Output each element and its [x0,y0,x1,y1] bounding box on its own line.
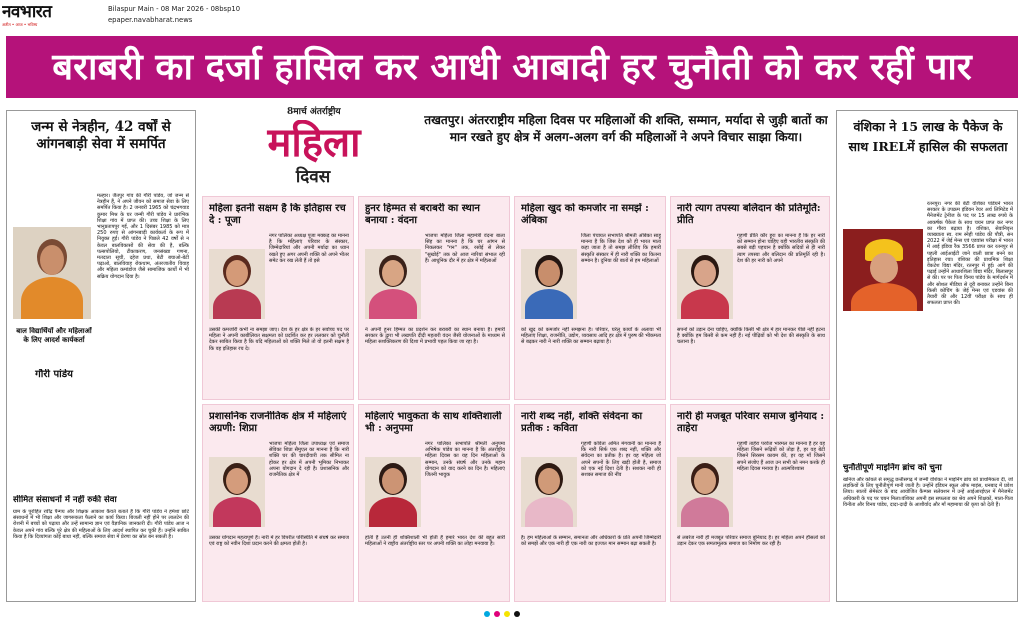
right-body2: खनिज और कोयले से समृद्ध छत्तीसगढ़ में जन्मी वंशिका ने माइनिंग ब्रांच को प्राथमिकता दी, जो लड़कियों के लिए चुनौतीपूर्ण मानी जाती है। उन्होंने इंडियन स्कूल ऑफ माइंस, धनबाद में प्रवेश लिया। सातवें सेमेस्टर के बाद आयोजित कैम्पस सलेक्शन में उन्हें आईआरईएल में मैनेजमेंट अधिकारी के पद पर चयन मिला।वंशिका अपनी इस सफलता का श्रेय अपने शिक्षकों, माता-पिता विनीता और विनय पांडेय, दादा-दादी के आशीर्वाद और माँ महामाया की कृपा को देती हैं। [843,477,1013,508]
card-body: भाजपा महिला जिला उपाध्यक्ष एवं समाज सेविका शिप्रा सैमुएल का मानना है कि नारी शक्ति घर की चारदीवारी तक सीमित ना होकर हर क्षेत्र में अपनी भूमिका निभाकर अपना योगदान दे रही है। प्रशासनिक और राजनैतिक क्षेत्र में [269,441,349,479]
card-title: नारी शब्द नहीं, शक्ति संवेदना का प्रतीक : कविता [521,411,643,434]
intro-text: तखतपुर। अंतरराष्ट्रीय महिला दिवस पर महिलाओं की शक्ति, सम्मान, मर्यादा से जुड़ी बातों का मान रखते हुए क्षेत्र में अलग-अलग वर्ग की महिलाओं ने अपने विचार साझा किया। [424,113,828,144]
photo-caption: बाल विद्यार्थियों और महिलाओं के लिए आदर्श कार्यकर्ता [16,327,92,344]
left-story-headline: जन्म से नेत्रहीन, 42 वर्षों से आंगनबाड़ी सेवा में समर्पित [31,119,171,152]
card-title: महिलाएं भावुकता के साथ शक्तिशाली भी : अनुपमा [365,411,502,434]
card-title: महिला इतनी सक्षम है कि इतिहास रच दे : पूजा [209,203,346,226]
card-body-continued: को खुद को कमजोर नहीं समझना है। परिवार, घरेलू कार्यों के अलावा भी महिलाएं शिक्षा, राजनीति, उद्योग, व्यवसाय आदि हर क्षेत्र में पुरुष की भीकमता से बढ़कर नारी ने नारी शक्ति का सम्मान बढ़ाया है। [521,327,661,346]
logo-title: महिला [267,120,361,166]
edition-line: Bilaspur Main - 08 Mar 2026 - 08bsp10 [108,5,241,13]
opinion-card [670,404,830,602]
reg-mark-cyan [484,611,490,617]
card-body: गृहणी कविता अमित मंगवानी का मानना है कि नारी सिर्फ एक शब्द नहीं, शक्ति और संवेदना का प्रतीक है। हर वह महिला जो अपने सपनों के लिए खड़ी होती है, समाज को एक नई दिशा देती है। सशक्त नारी ही सशक्त समाज की नींव [581,441,661,479]
right-body [843,201,1013,461]
card-title: नारी ही मजबूत परिवार समाज बुनियाद : ताहेरा [677,411,825,434]
card-photo [209,249,265,319]
logo-tagline: अतीत • आज • भविष्य [2,22,38,27]
left-subhead: सीमित संसाधनों में नहीं रुकी सेवा [13,495,117,505]
card-photo [677,457,733,527]
opinion-card [514,196,666,400]
logo-day: दिवस [295,167,331,187]
card-title: प्रशासनिक राजनीतिक क्षेत्र में महिलाएं अग्रणी: शिप्रा [209,411,347,434]
card-body: गृहणी प्रीति कौर हूरा का मानना है कि हर नारी को सम्मान होना चाहिए यही भारतीय संस्कृति की सबसे बड़ी पहचान है क्योंकि सदियों से ही नारी त्याग तपस्या और बलिदान की प्रतिमूर्ति रही है। देश की हर नारी को अपने [737,233,825,264]
card-body-continued: ने अपनी हुनर हिम्मत का प्रदर्शन कर बराबरी का स्थान बनाया है। हमारी सरकार के द्वारा भी लखपति दीदी महतारी वंदन जैसी योजनाओं के माध्यम से महिला सशक्तिकरण की दिशा में प्रभावी पहल किया जा रहा है। [365,327,505,346]
card-body: भाजपा महिला जिला महामंत्री वंदना बाला सिंह का मानना है कि घर आंगन से निकलकर "गन" तक, रसोई से लेकर "सुखोई" तक को आज नारियां संभाल रही हैं। आधुनिक दौर में हर क्षेत्र में महिलाओं [425,233,505,264]
right-story [836,110,1018,602]
right-body-text: रतनपुर। नगर की बेटी वंशिका पांडेयने भारत सरकार के उपक्रम इंडियन रेयर अर्थ लिमिटेड में मैनेजमेंट ट्रेनीज के पद पर 15 लाख रुपये के आकर्षक पैकेज के साथ चयन प्राप्त कर नगर का गौरव बढ़ाया है। वंशिका, सेवानिवृत्त व्याख्याता स्व. राम स्नेही पांडेय की पौत्री, सन 2022 में जेई मेन्स एवं एडवांस परीक्षा में भारत में आई इंडिया रैंक 3566 प्राप्त कर रतनपुर से पहली आईआईटी जाने वाली छात्रा बनने का इतिहास रचा। वंशिका की प्राथमिक शिक्षा वेंकटेश विद्या मंदिर, रतनपुर में हुई। आगे की पढ़ाई उन्होंने आधारशिला विद्या मंदिर, बिलासपुर से की। पर पर पिता विनय पांडेय के मार्गदर्शन में और सोशल मीडिया से दूरी बनाकर उन्होंने बिना किसी कोचिंग के जेई मेन्स एवं एडवांस की तैयारी की और 12वीं परीक्षा के साथ ही सफलता प्राप्त की। [927,201,1013,307]
card-photo [365,457,421,527]
card-body-continued: उसका योगदान महत्वपूर्ण है। नारी में हर विपरीत परिस्थिति में संघर्ष कर समाज एवं राष्ट्र को नवीन दिशा प्रदान करने की क्षमता होती है। [209,535,349,548]
card-title: हुनर हिम्मत से बराबरी का स्थान बनाया : वंदना [365,203,480,226]
reg-mark-magenta [494,611,500,617]
card-photo [365,249,421,319]
photo-name: गौरी पांडेय [35,369,73,380]
right-story-headline: वंशिका ने 15 लाख के पैकेज के साथ IRELमें हासिल की सफलता [848,119,1008,154]
card-photo [677,249,733,319]
logo-date: 8मार्च अंतर्राष्ट्रीय [287,107,341,117]
card-title: महिला खुद को कमजोर ना समझें : अंबिका [521,203,649,226]
left-body2: ग्राम के पुरोहित रवींद्र पैन्गय और शिक्षक आकाश कैवर्त बताते हैं कि गौरी पांडेय ने हमेशा छोटे संसाधनों में भी शिक्षा और जागरूकता फैलाने का कार्य किया। बिजली नहीं होने पर लालटेन की रोशनी में बच्चों को पढ़ाया और उन्हें सामान्य ज्ञान एवं वैज्ञानिक जानकारी दी। गौरी पांडेय आज न केवल अपने गांव बल्कि पूरे क्षेत्र की महिलाओं के लिए आदर्श स्थापित कर चुकी हैं। उन्होंने साबित किया है कि दिव्यांगता कोई बाधा नहीं, बल्कि समाज सेवा में प्रेरणा का स्रोत बन सकती है। [13,509,189,540]
card-body-continued: सपनों को उड़ान देना चाहिए, क्योंकि किसी भी क्षेत्र में हार मानकर पीछे नहीं हटना है क्योंकि हम किसी से कम नहीं हैं। नई पीढ़ियों को भी देश की संस्कृति के साथ चलाना है। [677,327,825,346]
opinion-card [202,404,354,602]
epaper-link[interactable]: epaper.navabharat.news [108,16,193,24]
card-body: नगर पालिका सभापति श्रीमती अनुपमा अभिषेक पांडेय का मानना है कि अंतर्राष्ट्रीय महिला दिवस का यह दिन महिलाओं के सम्मान, उनके संघर्ष और उनके महान योगदान को याद करने का दिन है। महिलाएं जितनी भावुक [425,441,505,479]
right-subhead: चुनौतीपूर्ण माइनिंग ब्रांच को चुना [843,463,942,473]
main-headline: बराबरी का दर्जा हासिल कर आधी आबादी हर चुनौती को कर रहीं पार [52,45,972,88]
card-body: जिला पंचायत सभापति श्रीमती अंबिका साहू मानना है कि जिस देश को ही भारत माता कहा जाता है तो समझ लीजिए कि हमारी संस्कृति संस्कार में ही नारी शक्ति का कितना सम्मान है। दुनिया की बातों से हम महिलाओं [581,233,661,264]
card-body-continued: से लबरेज नारी ही मजबूत परिवार समाज बुनियाद है। हर महिला अपने हौसलों को उड़ान देकर एक समतामूलक समाज का निर्माण कर रही है। [677,535,825,548]
card-body-continued: है। हम महिलाओं के सम्मान, समानता और अधिकारों के प्रति अपनी जिम्मेदारी को समझें और एक नारी ही एक नारी का इज्जत मान सम्मान बढ़ा सकती है। [521,535,661,548]
opinion-card [202,196,354,400]
opinion-card [358,196,510,400]
opinion-card [670,196,830,400]
card-title: नारी त्याग तपस्या बलिदान की प्रतिमूर्ति: प्रीति [677,203,821,226]
card-body-continued: उसकी कमजोरी कभी ना समझा जाए। देश के हर क्षेत्र के हर सर्वोच्च पद पर महिला ने अपनी काबीलियत सक्षमता को प्रदर्शित कर हर ललकार को चुनौती देकर साबित किया है कि यदि महिलाओं को शक्ति मिले तो वो इतनी सक्षम है कि वह इतिहास रच दे। [209,327,349,352]
reg-mark-black [514,611,520,617]
left-body-text: मल्हार। जैतपुर गांव की गौरी पांडेय, जो जन्म से नेत्रहीन हैं, ने अपने जीवन को समाज सेवा के लिए समर्पित किया है। 2 जनवरी 1965 को चंद्रभगवाड कुमार मिश्र के घर जन्मी गौरी पांडेय ने प्रारंभिक शिक्षा गांव में प्राप्त की। उच्च शिक्षा के लिए भानुप्रतापपुर गईं, और 1 दिसंबर 1985 को मात्र 250 रुपए से आंगनबाड़ी कार्यकर्ता के रूप में नियुक्त हुईं। गौरी पांडेय ने पिछले 42 वर्षों से न केवल बालविकासों की सेवा की है, बल्कि पल्सपोलियो, टीकाकरण, जनसंख्या गणना, मतदाता सूची, दहेज प्रथा, बेटी बचाओ-बेटी पढ़ाओ, बालविवाह रोकथाम, अंतरजातीय विवाह और महिला कमांडोज जैसे सामाजिक कार्यों में भी सक्रिय योगदान दिया है। [97,193,189,280]
card-photo [209,457,265,527]
card-body: नगर पालिका अध्यक्ष पूजा मक्कड़ का मानना है कि महिलाएं परिवार के संस्कार, जिम्मेदारियां और अपनी मर्यादा का ध्यान रखते हुए अगर अपनी शक्ति को अपने भीतर समेट कर रख लेती हैं तो इसे [269,233,349,264]
logo-text: नवभारत [2,2,52,22]
card-body-continued: होती हैं उतनी ही शक्तिशाली भी होती हैं हमारे भारत देश की बहुत सारी महिलाओं ने राष्ट्रीय अंतर्राष्ट्रीय स्तर पर अपनी शक्ति का लोहा मनवाया है। [365,535,505,548]
card-photo [521,249,577,319]
opinion-card [514,404,666,602]
card-body: गृहणी ताहेरा परवेज भारमल का मानना है हर वह महिला जिसने रूढ़ियों को तोड़ा है, हर वह बेटी जिसने सिरसम कायम की, हर वह माँ जिसने सपने संजोए हैं आज उन सभी को नमन करके ही महिला दिवस मनाया है। आत्मविश्वास [737,441,825,472]
reg-mark-yellow [504,611,510,617]
card-photo [521,457,577,527]
opinion-card [358,404,510,602]
